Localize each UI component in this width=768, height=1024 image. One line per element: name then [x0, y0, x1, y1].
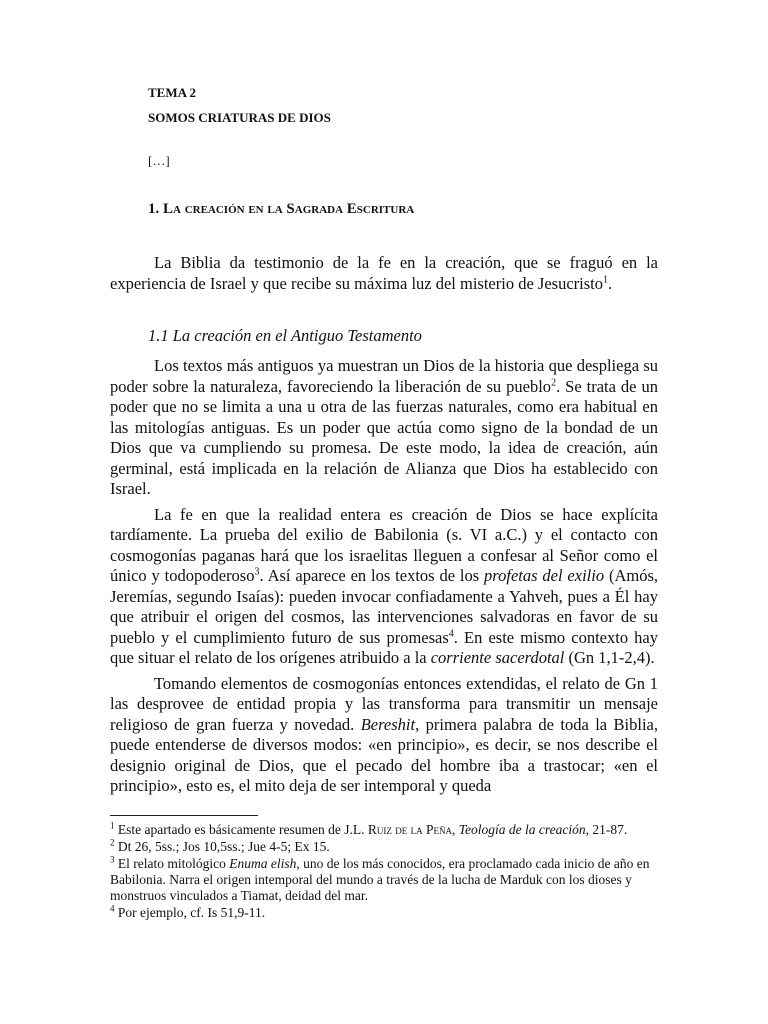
intro-paragraph: La Biblia da testimonio de la fe en la creación, que se fraguó en la experiencia de Israel y que recibe su máxima luz del misterio de Jesucristo$^1$.: [110, 253, 658, 293]
footnote-ref-4: 4: [448, 628, 454, 639]
footnote-2: $^2$ Dt 26, 5ss.; Jos 10,5ss.; Jue 4-5; Ex 15.: [110, 837, 330, 854]
paragraph-3: Tomando elementos de cosmogonías entonces extendidas, el relato de Gn 1 las desprovee de entidad propia y las transforma para transmitir un mensaje religioso de gran fuerza y novedad. Bereshit, primera palabra de toda la Biblia, puede entenderse de diversos modos: «en principio», es decir, se nos describe el designio original de Dios, que el pecado del hombre iba a trastocar; «en el principio», esto es, el mito deja de ser intemporal y queda: [110, 673, 658, 795]
section-title-text: La creación en la Sagrada Escritura: [163, 201, 415, 217]
footnote-1: $^1$ Este apartado es básicamente resumen de J.L. Ruiz de la Peña, Teología de la creación, 21-87.: [110, 820, 628, 837]
section-title: [148, 201, 414, 218]
tema-subtitle: SOMOS CRIATURAS DE DIOS: [148, 110, 331, 125]
footnote-ref-2: 2: [551, 377, 557, 388]
paragraph-2: La fe en que la realidad entera es creación de Dios se hace explícita tardíamente. La prueba del exilio de Babilonia (s. VI a.C.) y el contacto con cosmogonías paganas hará que los israelitas lleguen a confesar al Señor como el único y todopoderoso$^3$. Así aparece en los textos de los profetas del exilio (Amós, Jeremías, segundo Isaías): pueden invocar confiadamente a Yahveh, pues a Él hay que atribuir el origen del cosmos, las intervenciones salvadoras en favor de su pueblo y el cumplimiento futuro de sus promesas$^4$. En este mismo contexto hay que situar el relato de los orígenes atribuido a la corriente sacerdotal (Gn 1,1-2,4).: [110, 504, 659, 667]
intro-block: [110, 253, 658, 294]
tema-label: TEMA 2: [148, 85, 197, 100]
footnote-ref-1: 1: [602, 274, 608, 285]
footnote-ref-3: 3: [254, 566, 260, 578]
footnote-4: $^4$ Por ejemplo, cf. Is 51,9-11.: [110, 903, 266, 920]
footnote-separator: [110, 815, 258, 816]
footnotes: [110, 822, 658, 922]
ellipsis-marker: […]: [148, 153, 170, 168]
section-number: 1.: [148, 201, 160, 217]
body-text: [110, 356, 658, 797]
paragraph-1: Los textos más antiguos ya muestran un Dios de la historia que despliega su poder sobre la naturaleza, favoreciendo la liberación de su pueblo$^2$. Se trata de un poder que no se limita a una u otra de las fuerzas naturales, como era habitual en las mitologías antiguas. Es un poder que actúa como signo de la bondad de un Dios que va cumpliendo su promesa. De este modo, la idea de creación, aún germinal, está implicada en la relación de Alianza que Dios ha establecido con Israel.: [110, 356, 658, 498]
footnote-3: $^3$ El relato mitológico Enuma elish, uno de los más conocidos, era proclamado cada inicio de año en Babilonia. Narra el origen intemporal del mundo a través de la lucha de Marduk con los dioses y monstruos vinculados a Tiamat, deidad del mar.: [110, 854, 650, 903]
subsection-title: 1.1 La creación en el Antiguo Testamento: [148, 326, 422, 345]
